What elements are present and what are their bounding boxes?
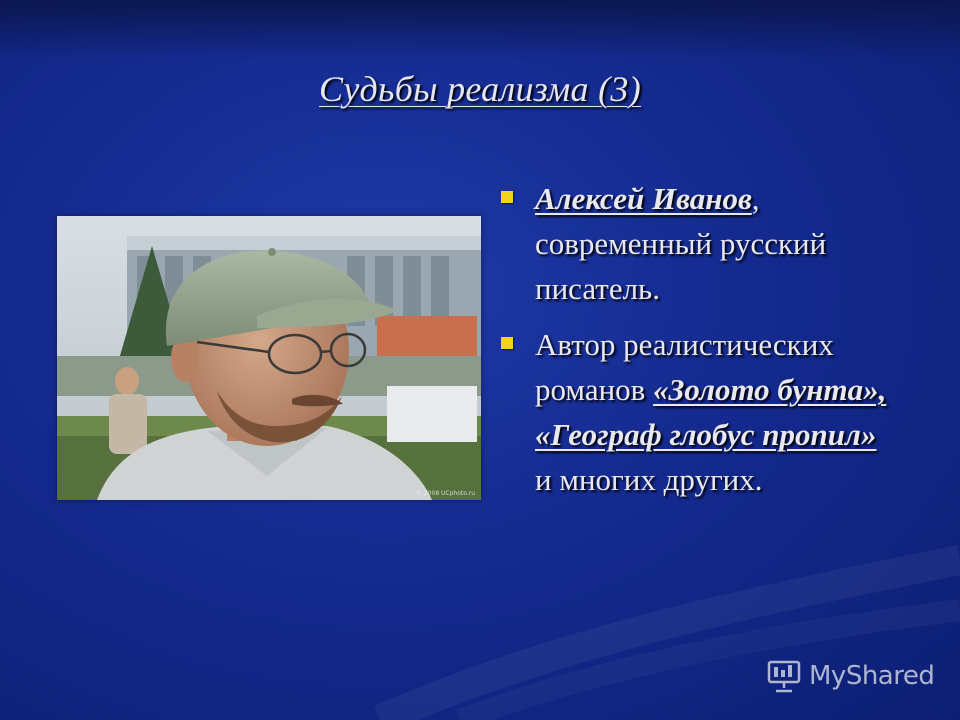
portrait-photo-icon xyxy=(57,216,481,500)
bullet-list xyxy=(497,176,897,502)
watermark-text: MyShared xyxy=(809,661,935,691)
bullet-square-icon xyxy=(501,191,513,203)
novels-link[interactable]: «Золото бунта», «Географ глобус пропил» xyxy=(535,372,887,452)
bullet-square-icon xyxy=(501,337,513,349)
photo-credit: © 2008 UCphoto.ru xyxy=(415,490,475,497)
bullet-text: и xyxy=(535,462,552,497)
top-shade xyxy=(0,0,960,60)
bullet-text: Автор реалистических романов xyxy=(535,327,834,407)
bullet-text: современный русский писатель. xyxy=(535,226,827,306)
myshared-watermark[interactable] xyxy=(766,656,934,696)
slide-title: Судьбы реализма (3) xyxy=(319,69,641,109)
bullet-item-author xyxy=(497,176,897,311)
author-name-link[interactable]: Алексей Иванов xyxy=(535,181,752,216)
bullet-text: многих других. xyxy=(551,462,763,497)
bullet-item-novels xyxy=(497,322,897,502)
author-photo xyxy=(57,216,481,500)
bullet-text: , xyxy=(751,181,760,216)
presentation-board-icon xyxy=(766,658,802,694)
